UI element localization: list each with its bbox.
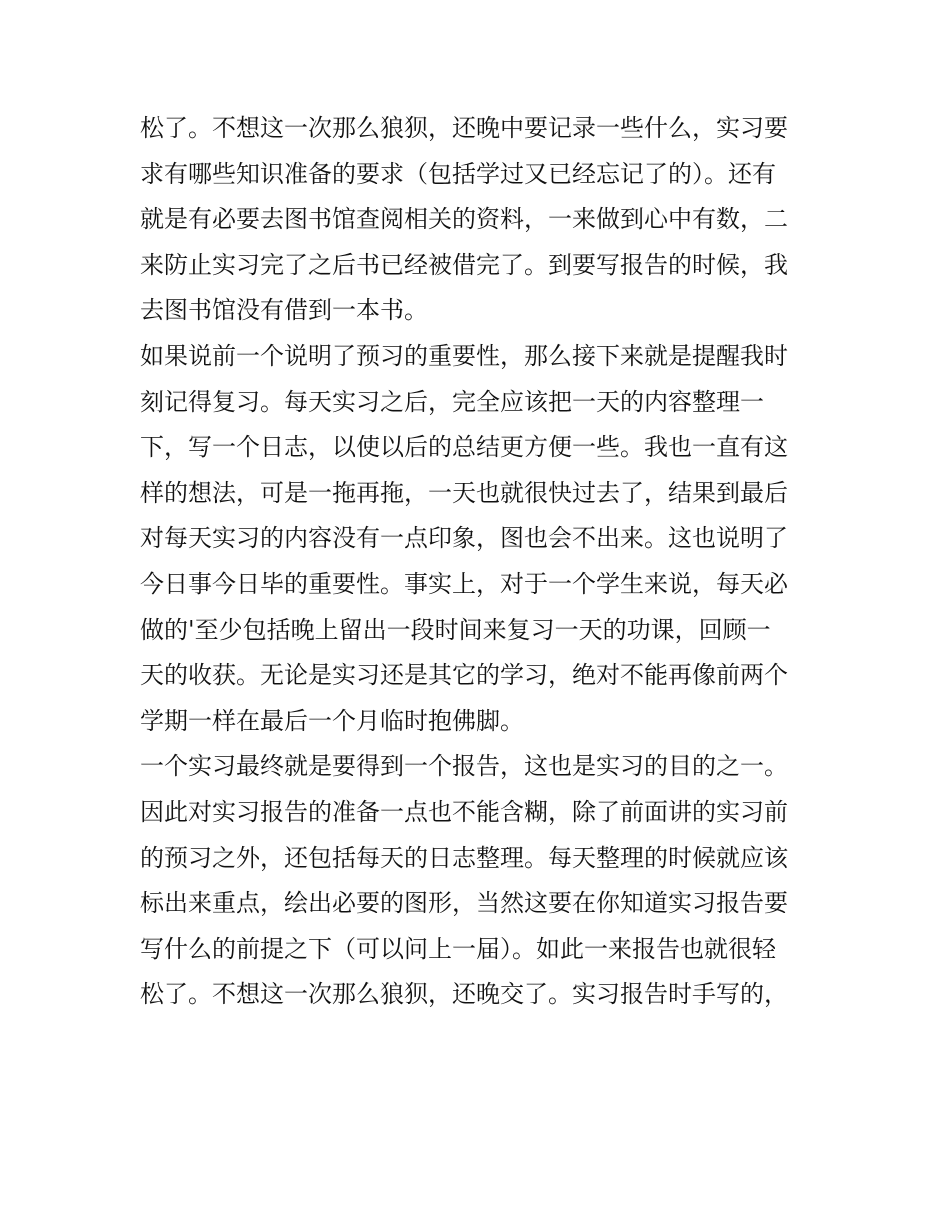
text-line: 刻记得复习。每天实习之后，完全应该把一天的内容整理一	[140, 387, 764, 416]
text-line: 求有哪些知识准备的要求（包括学过又已经忘记了的）。还有	[140, 159, 776, 188]
text-line: 松了。不想这一次那么狼狈，还晚交了。实习报告时手写的，	[140, 980, 788, 1009]
text-line: 就是有必要去图书馆查阅相关的资料，一来做到心中有数，二	[140, 205, 788, 234]
text-line: 做的'至少包括晚上留出一段时间来复习一天的功课，回顾一	[140, 615, 771, 644]
text-line: 的预习之外，还包括每天的日志整理。每天整理的时候就应该	[140, 843, 788, 872]
text-line: 天的收获。无论是实习还是其它的学习，绝对不能再像前两个	[140, 661, 788, 690]
text-line: 去图书馆没有借到一本书。	[140, 296, 428, 325]
text-line: 下，写一个日志，以使以后的总结更方便一些。我也一直有这	[140, 433, 788, 462]
text-line: 学期一样在最后一个月临时抱佛脚。	[140, 706, 524, 735]
text-line: 样的想法，可是一拖再拖，一天也就很快过去了，结果到最后	[140, 478, 788, 507]
text-line: 因此对实习报告的准备一点也不能含糊，除了前面讲的实习前	[140, 797, 788, 826]
text-line: 写什么的前提之下（可以问上一届）。如此一来报告也就很轻	[140, 934, 776, 963]
text-line: 来防止实习完了之后书已经被借完了。到要写报告的时候，我	[140, 250, 788, 279]
text-line: 今日事今日毕的重要性。事实上，对于一个学生来说，每天必	[140, 569, 788, 598]
text-line: 对每天实习的内容没有一点印象，图也会不出来。这也说明了	[140, 524, 788, 553]
text-line: 标出来重点，绘出必要的图形，当然这要在你知道实习报告要	[140, 889, 788, 918]
body-text	[140, 106, 820, 1018]
text-line: 松了。不想这一次那么狼狈，还晚中要记录一些什么，实习要	[140, 114, 788, 142]
text-line: 一个实习最终就是要得到一个报告，这也是实习的目的之一。	[140, 752, 788, 781]
text-line: 如果说前一个说明了预习的重要性，那么接下来就是提醒我时	[140, 341, 788, 370]
